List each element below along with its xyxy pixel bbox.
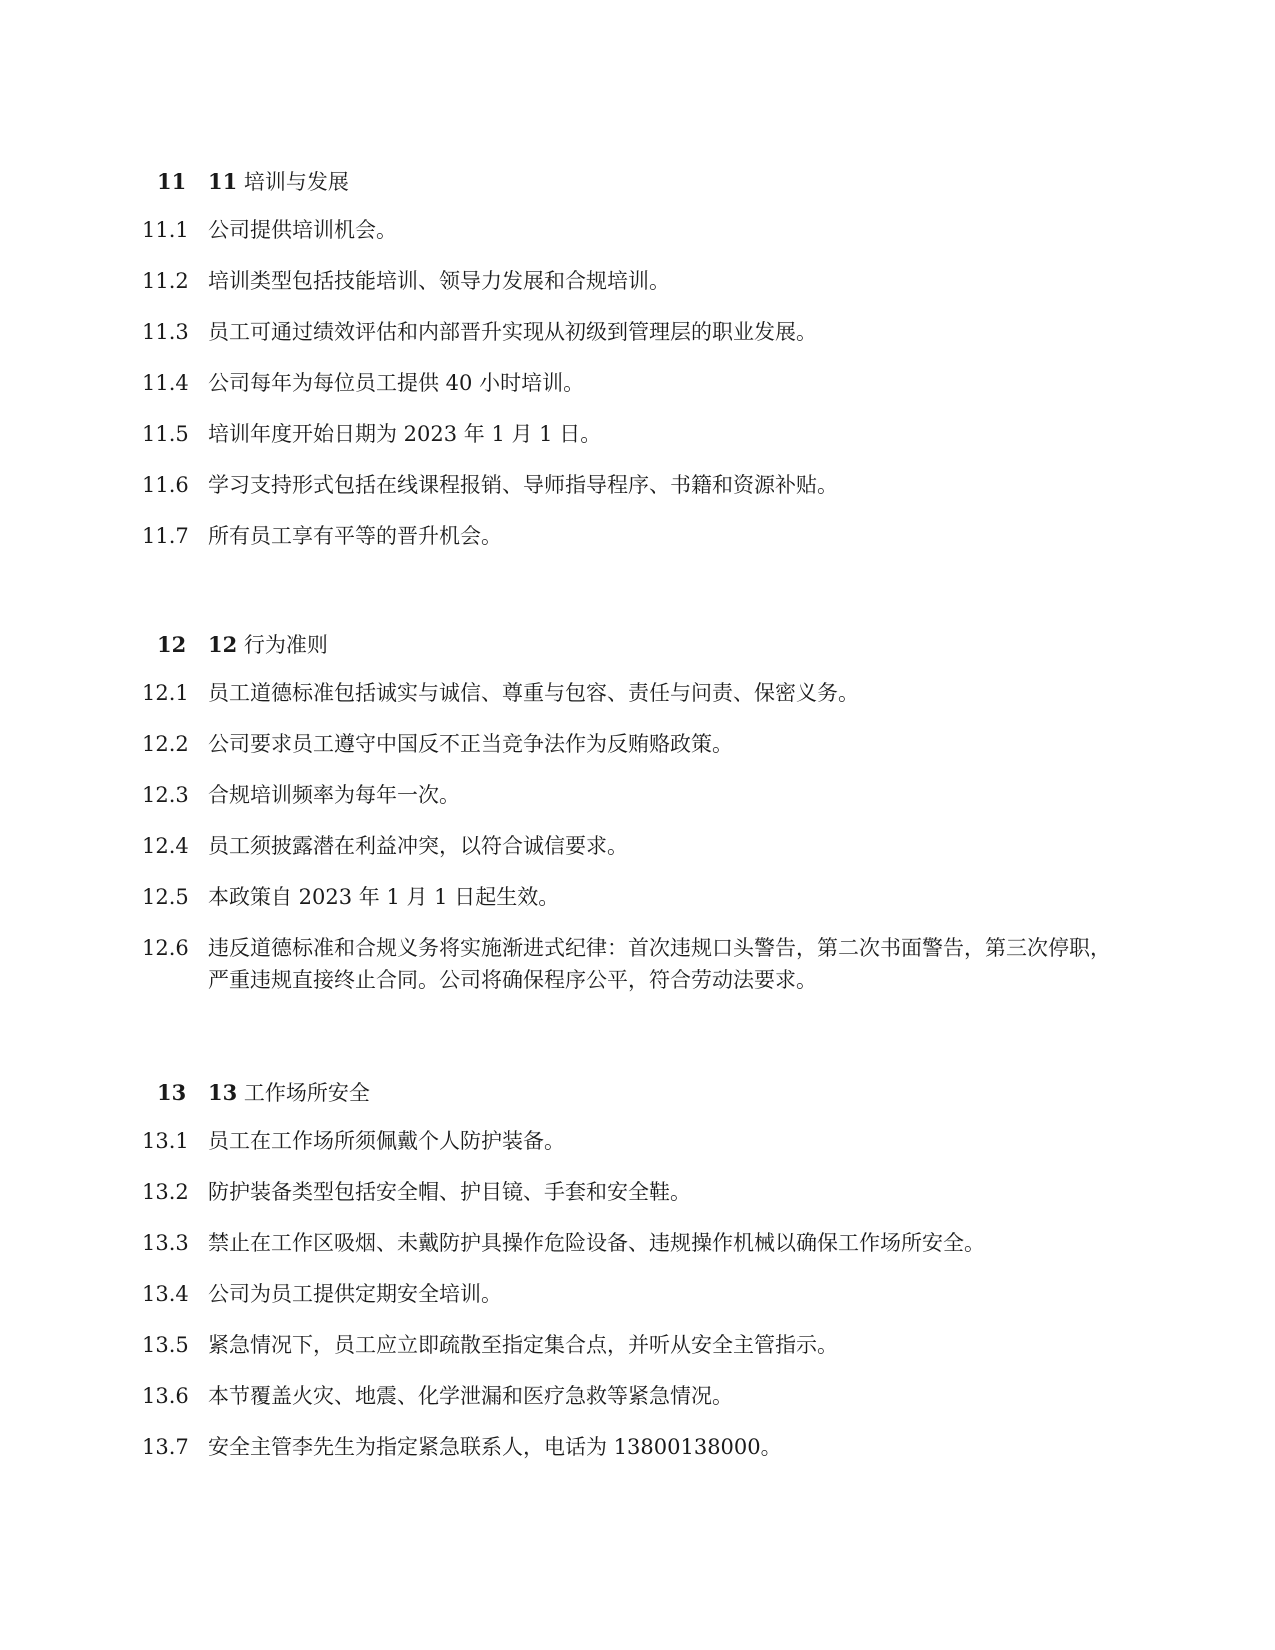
clause-number: 11.3 [142,320,189,344]
clause-text: 员工可通过绩效评估和内部晋升实现从初级到管理层的职业发展。 [208,320,817,344]
section-number: 12 [157,632,187,657]
clause-text: 公司为员工提供定期安全培训。 [208,1282,502,1306]
section-title [208,628,328,662]
clause-text: 培训类型包括技能培训、领导力发展和合规培训。 [208,269,670,293]
clause-text: 紧急情况下，员工应立即疏散至指定集合点，并听从安全主管指示。 [208,1333,838,1357]
clause-text: 员工在工作场所须佩戴个人防护装备。 [208,1129,565,1153]
clause-number: 13.6 [142,1384,189,1408]
clause-item [0,881,1275,913]
clause-item [0,520,1275,552]
clause-number: 13.3 [142,1231,189,1255]
clause-text: 本政策自 2023 年 1 月 1 日起生效。 [208,885,560,909]
section-title-text: 工作场所安全 [243,1081,370,1105]
clause-text: 公司要求员工遵守中国反不正当竞争法作为反贿赂政策。 [208,732,733,756]
clause-number: 13.4 [142,1282,189,1306]
clause-number: 13.2 [142,1180,189,1204]
clause-number: 12.2 [142,732,189,756]
section-heading [0,165,1275,199]
clause-text: 员工道德标准包括诚实与诚信、尊重与包容、责任与问责、保密义务。 [208,681,859,705]
section-number: 11 [157,169,187,194]
clause-number: 12.5 [142,885,189,909]
clause-item [0,728,1275,760]
clause-number: 11.1 [142,218,189,242]
clause-text: 培训年度开始日期为 2023 年 1 月 1 日。 [208,422,602,446]
clause-text: 本节覆盖火灾、地震、化学泄漏和医疗急救等紧急情况。 [208,1384,733,1408]
section-title-number: 13 [208,1080,238,1105]
clause-item [0,418,1275,450]
clause-item [0,677,1275,709]
section-training [0,165,1275,571]
clause-number: 11.7 [142,524,189,548]
clause-number: 12.6 [142,936,189,960]
clause-text: 学习支持形式包括在线课程报销、导师指导程序、书籍和资源补贴。 [208,473,838,497]
clause-number: 11.4 [142,371,189,395]
clause-text: 违反道德标准和合规义务将实施渐进式纪律：首次违规口头警告，第二次书面警告，第三次停职，严重违规直接终止合同。公司将确保程序公平，符合劳动法要求。 [208,936,1111,992]
section-code-of-conduct [0,628,1275,1015]
clause-text: 公司提供培训机会。 [208,218,397,242]
section-heading [0,628,1275,662]
clause-number: 12.3 [142,783,189,807]
clause-number: 11.6 [142,473,189,497]
clause-list [0,1125,1275,1463]
clause-item [0,316,1275,348]
clause-item [0,1329,1275,1361]
section-title-text: 培训与发展 [243,170,349,194]
clause-item [0,779,1275,811]
clause-text: 防护装备类型包括安全帽、护目镜、手套和安全鞋。 [208,1180,691,1204]
section-title-number: 12 [208,632,238,657]
section-title-text: 行为准则 [243,633,328,657]
clause-list [0,214,1275,552]
clause-item [0,367,1275,399]
clause-item [0,1227,1275,1259]
clause-number: 13.5 [142,1333,189,1357]
clause-number: 12.4 [142,834,189,858]
section-title-number: 11 [208,169,238,194]
clause-item [0,1176,1275,1208]
clause-item [0,469,1275,501]
clause-item [0,830,1275,862]
clause-text: 公司每年为每位员工提供 40 小时培训。 [208,371,585,395]
clause-number: 13.7 [142,1435,189,1459]
clause-item [0,214,1275,246]
clause-text: 所有员工享有平等的晋升机会。 [208,524,502,548]
clause-item [0,932,1275,996]
clause-number: 13.1 [142,1129,189,1153]
clause-number: 11.2 [142,269,189,293]
clause-item [0,1278,1275,1310]
section-heading [0,1076,1275,1110]
clause-item [0,1380,1275,1412]
clause-item [0,1431,1275,1463]
clause-text: 员工须披露潜在利益冲突，以符合诚信要求。 [208,834,628,858]
clause-text: 禁止在工作区吸烟、未戴防护具操作危险设备、违规操作机械以确保工作场所安全。 [208,1231,985,1255]
clause-text: 安全主管李先生为指定紧急联系人，电话为 13800138000。 [208,1435,782,1459]
section-number: 13 [157,1080,187,1105]
clause-number: 11.5 [142,422,189,446]
clause-number: 12.1 [142,681,189,705]
clause-text: 合规培训频率为每年一次。 [208,783,460,807]
section-workplace-safety [0,1076,1275,1482]
clause-list [0,677,1275,996]
clause-item [0,265,1275,297]
section-title [208,1076,370,1110]
clause-item [0,1125,1275,1157]
section-title [208,165,349,199]
